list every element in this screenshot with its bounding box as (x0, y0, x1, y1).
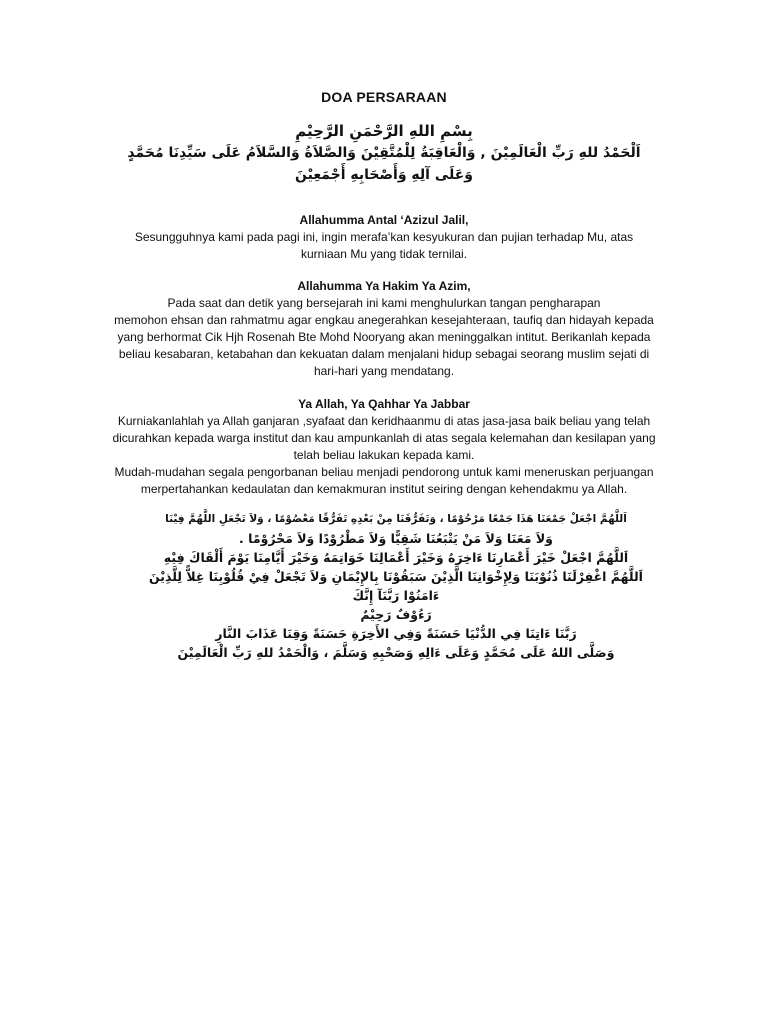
closing-arabic-line: اَللَّهُمَّ اجْعَلْ جَمْعَنَا هَذَا جَمْعًا مَرْحُوْمًا ، وَتَفَرُّقَنَا مِنْ بَعْدِهِ تَفَرُّقًا مَعْصُوْمًا ، وَلاَ تَجْعَلِ اللَّهُمَّ فِيْنَا (165, 513, 627, 525)
closing-arabic-line: اَللَّهُمَّ اغْفِرْلَنَا ذُنُوْبَنَا وَلِإِخْوَانِنَا الَّذِيْنَ سَبَقُوْنَا بِالإِيْمَانِ وَلاَ تَجْعَلْ فِيْ قُلُوْبِنَا غِلاًّ لِلَّذِيْنَ ءَامَنُوْا رَبَّنَآ إِنَّكَ (149, 569, 643, 603)
closing-arabic-line: وَصَلَّى اللهُ عَلَى مُحَمَّدٍ وَعَلَى ءَالِهِ وَصَحْبِهِ وَسَلَّمَ ، وَالْحَمْدُ للهِ رَبِّ الْعَالَمِيْنَ (177, 645, 615, 660)
section-ya-hakim-ya-azim (84, 278, 684, 380)
section-heading: Allahumma Antal ‘Azizul Jalil, (299, 213, 469, 227)
section-heading: Allahumma Ya Hakim Ya Azim, (297, 279, 471, 293)
section-line: merpertahankan kedaulatan dan kemakmuran institut seiring dengan kehendakmu ya Allah. (140, 482, 628, 496)
section-line: yang berhormat Cik Hjh Rosenah Bte Mohd Nooryang akan meninggalkan intitut. Berikanlah kepada (117, 330, 651, 344)
section-line: memohon ehsan dan rahmatmu agar engkau anegerahkan kesejahteraan, taufiq dan hidayah kepada (114, 313, 654, 327)
section-line: Pada saat dan detik yang bersejarah ini kami menghulurkan tangan pengharapan (167, 296, 601, 310)
section-line: beliau kesabaran, ketabahan dan kekuatan dalam menjalani hidup sebagai seorang muslim sejati di (118, 347, 650, 361)
section-line: Mudah-mudahan segala pengorbanan beliau menjadi pendorong untuk kami meneruskan perjuangan (114, 465, 654, 479)
page-title: DOA PERSARAAN (321, 89, 447, 105)
closing-arabic-line: رَءُوْفٌ رَحِيْمٌ (360, 607, 432, 622)
closing-arabic-line: اَللَّهُمَّ اجْعَلْ خَيْرَ أَعْمَارِنَا ءَاخِرَهُ وَخَيْرَ أَعْمَالِنَا خَوَاتِمَهُ وَخَيْرَ أَيَّامِنَا يَوْمَ أَلْقَاكَ فِيْهِ (163, 550, 629, 565)
bismillah-text: بِسْمِ اللهِ الرَّحْمَنِ الرَّحِيْمِ (295, 122, 473, 140)
section-line: hari-hari yang mendatang. (313, 364, 455, 378)
section-ya-qahhar-ya-jabbar (84, 396, 684, 498)
closing-arabic-line: وَلاَ مَعَنَا وَلاَ مَنْ يَتْبَعُنَا شَقِيًّا وَلاَ مَطْرُوْدًا وَلاَ مَحْرُوْمًا . (239, 531, 553, 546)
section-line: telah beliau lakukan kepada kami. (293, 448, 475, 462)
closing-arabic-line: رَبَّنَا ءَاتِنَا فِي الدُّنْيَا حَسَنَةً وَفِي الأَخِرَةِ حَسَنَةً وَقِنَا عَذَابَ النَّارِ (215, 626, 577, 641)
section-line: Sesungguhnya kami pada pagi ini, ingin merafa’kan kesyukuran dan pujian terhadap Mu, atas (134, 230, 634, 244)
section-antal-azizul-jalil (84, 212, 684, 263)
section-line: dicurahkan kepada warga institut dan kau ampunkanlah di atas segala kelemahan dan kesilapan yang (112, 431, 656, 445)
section-heading: Ya Allah, Ya Qahhar Ya Jabbar (298, 397, 470, 411)
section-line: Kurniakanlahlah ya Allah ganjaran ,syafaat dan keridhaanmu di atas jasa-jasa baik beliau yang telah (117, 414, 651, 428)
opening-arabic-text: اَلْحَمْدُ للهِ رَبِّ الْعَالَمِيْنَ , وَالْعَاقِبَةُ لِلْمُتَّقِيْنَ وَالصَّلاَةُ وَالسَّلاَمُ عَلَى سَيِّدِنَا مُحَمَّدٍ وَعَلَى آلِهِ وَأَصْحَابِهِ أَجْمَعِيْنَ (127, 145, 641, 183)
section-line: kurniaan Mu yang tidak ternilai. (300, 247, 468, 261)
closing-arabic-prayer (130, 510, 662, 662)
